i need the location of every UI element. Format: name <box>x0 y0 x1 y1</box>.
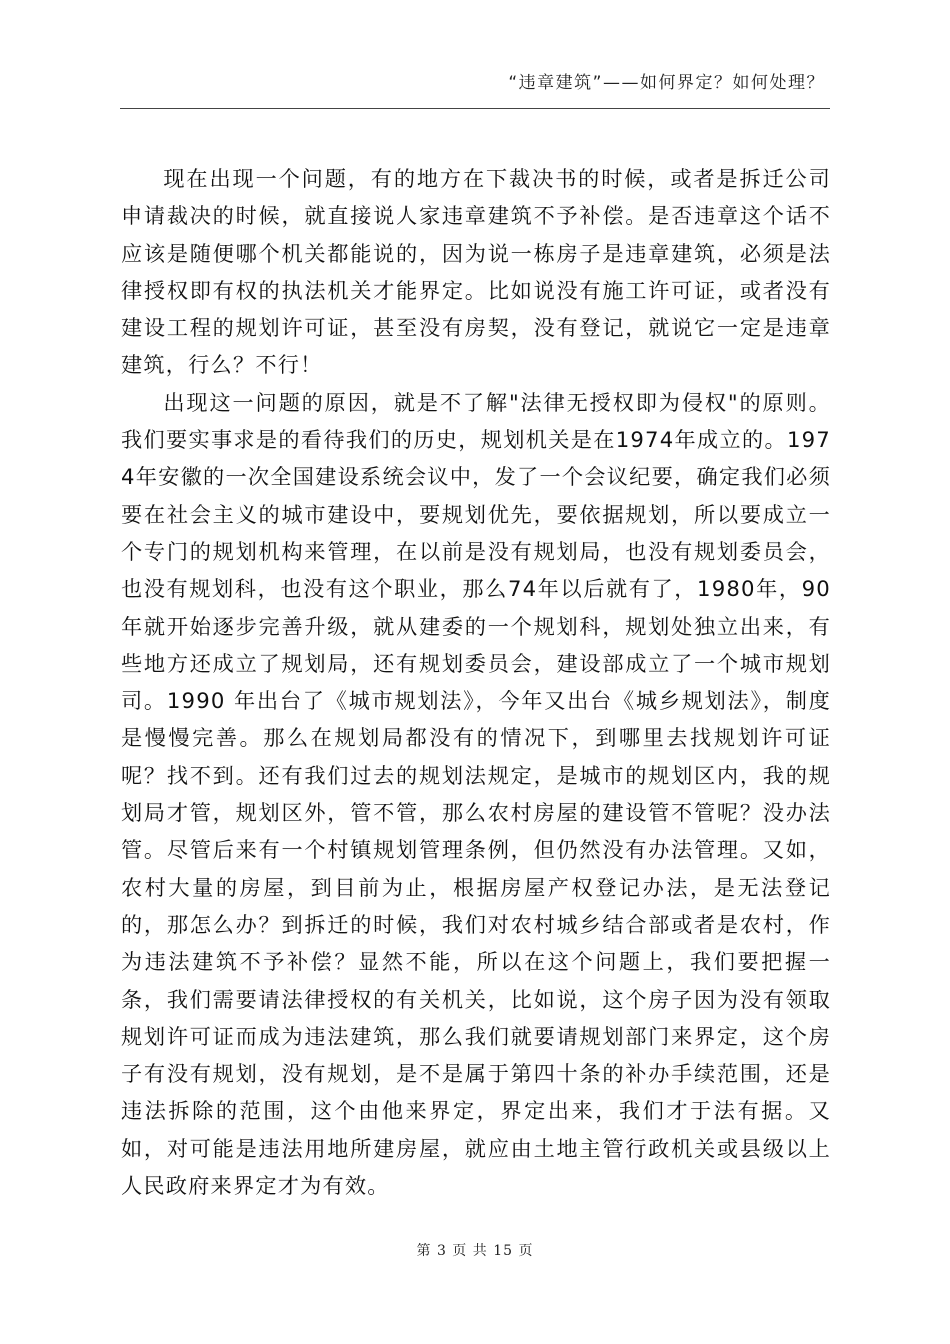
header-divider <box>120 108 830 109</box>
page-header-title: “违章建筑”——如何界定？如何处理？ <box>508 73 825 93</box>
body-paragraph: 现在出现一个问题，有的地方在下裁决书的时候，或者是拆迁公司申请裁决的时候，就直接说人家违章建筑不予补偿。是否违章这个话不应该是随便哪个机关都能说的，因为说一栋房子是违章建筑，必须是法律授权即有权的执法机关才能界定。比如说没有施工许可证，或者没有建设工程的规划许可证，甚至没有房契，没有登记，就说它一定是违章建筑，行么？不行！ <box>121 166 831 378</box>
body-paragraph: 出现这一问题的原因，就是不了解"法律无授权即为侵权"的原则。我们要实事求是的看待我们的历史，规划机关是在1974年成立的。1974年安徽的一次全国建设系统会议中，发了一个会议纪要，确定我们必须要在社会主义的城市建设中，要规划优先，要依据规划，所以要成立一个专门的规划机构来管理，在以前是没有规划局，也没有规划委员会，也没有规划科，也没有这个职业，那么74年以后就有了，1980年，90年就开始逐步完善升级，就从建委的一个规划科，规划处独立出来，有些地方还成立了规划局，还有规划委员会，建设部成立了一个城市规划司。1990 年出台了《城市规划法》，今年又出台《城乡规划法》，制度是慢慢完善。那么在规划局都没有的情况下，到哪里去找规划许可证呢？找不到。还有我们过去的规划法规定，是城市的规划区内，我的规划局才管，规划区外，管不管，那么农村房屋的建设管不管呢？没办法管。尽管后来有一个村镇规划管理条例，但仍然没有办法管理。又如，农村大量的房屋，到目前为止，根据房屋产权登记办法，是无法登记的，那怎么办？到拆迁的时候，我们对农村城乡结合部或者是农村，作为违法建筑不予补偿？显然不能，所以在这个问题上，我们要把握一条，我们需要请法律授权的有关机关，比如说，这个房子因为没有领取规划许可证而成为违法建筑，那么我们就要请规划部门来界定，这个房子有没有规划，没有规划，是不是属于第四十条的补办手续范围，还是违法拆除的范围，这个由他来界定，界定出来，我们才于法有据。又如，对可能是违法用地所建房屋，就应由土地主管行政机关或县级以上人民政府来界定才为有效。 <box>121 389 831 1199</box>
page-number: 第 3 页 共 15 页 <box>416 1243 534 1259</box>
document-body <box>121 160 831 1204</box>
